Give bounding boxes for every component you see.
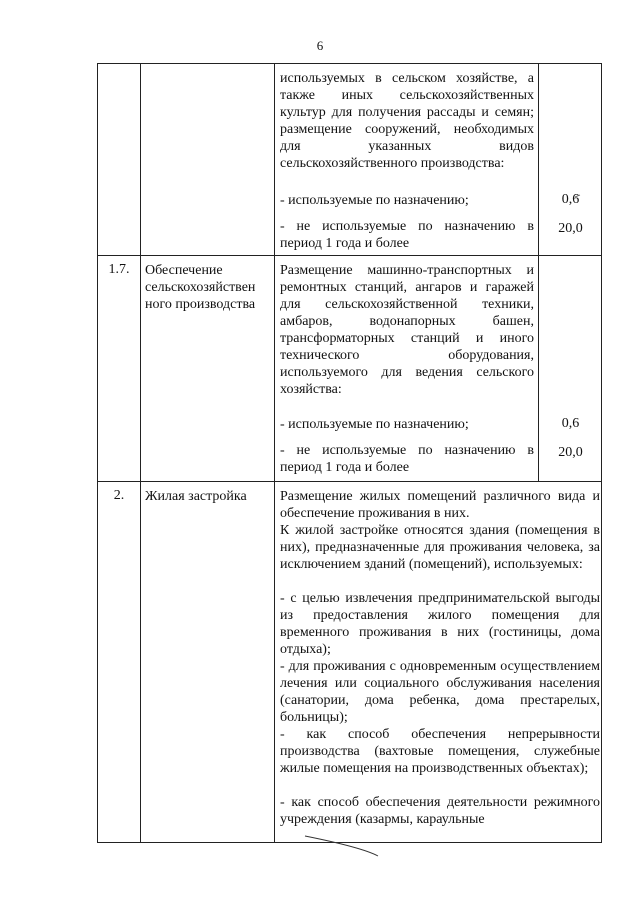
- row-paragraph: К жилой застройке относятся здания (помещения в них), предназначенные для проживания человека, за исключением зданий (помещений), используемых:: [280, 523, 600, 572]
- row-paragraph: - с целью извлечения предпринимательской выгоды из предоставления жилого помещения для временного проживания в них (гостиницы, дома отдыха);: [280, 591, 600, 657]
- row-paragraph: - как способ обеспечения деятельности режимного учреждения (казармы, караульные: [280, 795, 600, 827]
- row-paragraph: Размещение жилых помещений различного вида и обеспечение проживания в них.: [280, 489, 600, 521]
- row-option: - не используемые по назначению в период 1 года и более: [280, 219, 534, 251]
- classification-table: [97, 63, 602, 843]
- table-row: [98, 64, 601, 256]
- row-description: используемых в сельском хозяйстве, а также иных сельскохозяйственных культур для получения рассады и семян; размещение сооружений, необходимых для указанных видов сельскохозяйственного производства:: [280, 71, 534, 171]
- row-paragraph: - как способ обеспечения непрерывности производства (вахтовые помещения, служебные жилые помещения на производственных объектах);: [280, 727, 600, 776]
- column-divider: [140, 64, 141, 255]
- row-value: 20,0: [558, 445, 583, 460]
- column-divider: [274, 482, 275, 842]
- row-description: Размещение машинно-транспортных и ремонтных станций, ангаров и гаражей для сельскохозяйственной техники, амбаров, водонапорных башен, трансформаторных станций и иного технического оборудования, используемого для ведения сельского хозяйства:: [280, 263, 534, 397]
- column-divider: [140, 256, 141, 481]
- row-option: - не используемые по назначению в период 1 года и более: [280, 443, 534, 475]
- column-divider: [140, 482, 141, 842]
- row-name: Обеспечение сельскохозяйствен ного производства: [145, 263, 256, 312]
- row-number: 2.: [113, 488, 125, 503]
- table-row: [98, 256, 601, 482]
- row-number: 1.7.: [108, 262, 130, 277]
- row-value: 20,0: [558, 221, 583, 236]
- row-name: Жилая застройка: [145, 489, 247, 504]
- row-option: - используемые по назначению;: [280, 193, 469, 208]
- row-option: - используемые по назначению;: [280, 417, 469, 432]
- page-number: 6: [316, 38, 324, 53]
- table-row: [98, 482, 601, 842]
- row-value: 0,6: [561, 192, 580, 207]
- column-divider: [274, 64, 275, 255]
- column-divider: [274, 256, 275, 481]
- row-paragraph: - для проживания с одновременным осуществлением лечения или социального обслуживания населения (санатории, дома ребенка, дома престарелых, больницы);: [280, 659, 600, 725]
- row-value: 0,6: [561, 416, 580, 431]
